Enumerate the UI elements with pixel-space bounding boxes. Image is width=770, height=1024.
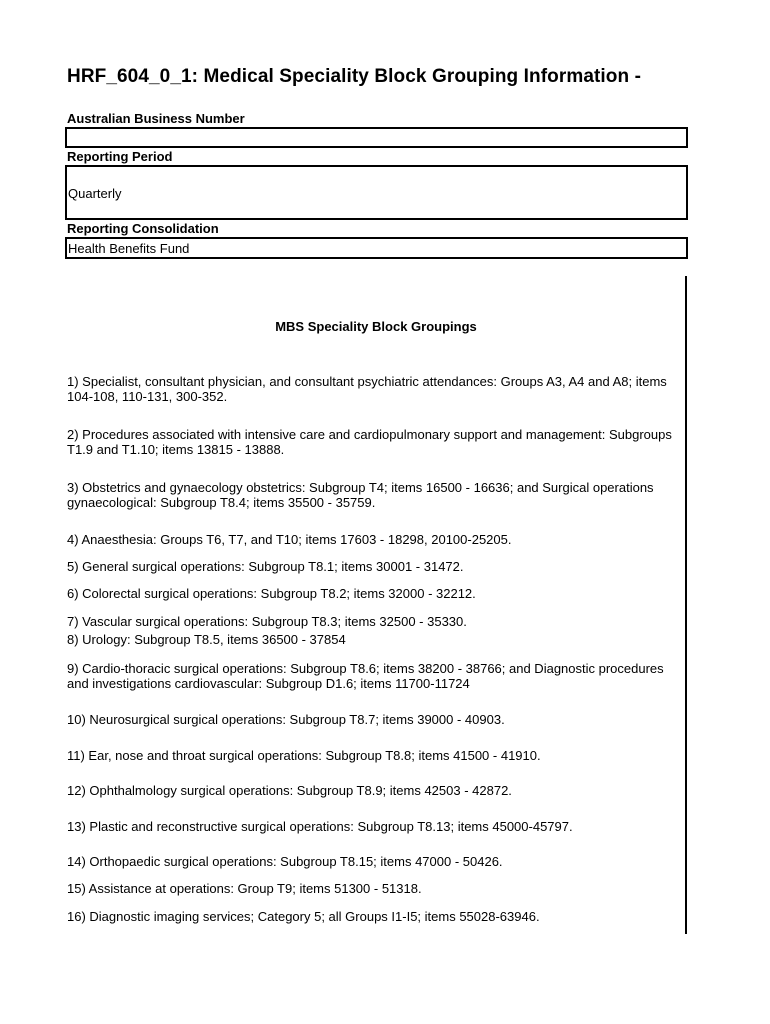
grouping-item-13: 13) Plastic and reconstructive surgical operations: Subgroup T8.13; items 45000-45797.: [67, 819, 573, 834]
grouping-item-16: 16) Diagnostic imaging services; Category 5; all Groups I1-I5; items 55028-63946.: [67, 909, 540, 924]
page-title: HRF_604_0_1: Medical Speciality Block Grouping Information -: [67, 66, 642, 87]
reporting-consolidation-field[interactable]: [65, 237, 688, 259]
reporting-period-field[interactable]: [65, 165, 688, 220]
abn-field[interactable]: [65, 127, 688, 148]
grouping-item-9: 9) Cardio-thoracic surgical operations: Subgroup T8.6; items 38200 - 38766; and Diagnostic procedures and investigations cardiovascular: Subgroup D1.6; items 11700-11724: [67, 661, 664, 691]
grouping-item-2: 2) Procedures associated with intensive care and cardiopulmonary support and management: Subgroups T1.9 and T1.10; items 13815 - 13888.: [67, 427, 672, 457]
grouping-item-11: 11) Ear, nose and throat surgical operations: Subgroup T8.8; items 41500 - 41910.: [67, 748, 541, 763]
grouping-item-1: 1) Specialist, consultant physician, and consultant psychiatric attendances: Groups A3, A4 and A8; items 104-108, 110-131, 300-352.: [67, 374, 667, 404]
abn-label: Australian Business Number: [67, 111, 245, 126]
grouping-item-5: 5) General surgical operations: Subgroup T8.1; items 30001 - 31472.: [67, 559, 464, 574]
grouping-item-14: 14) Orthopaedic surgical operations: Subgroup T8.15; items 47000 - 50426.: [67, 854, 503, 869]
section-heading: MBS Speciality Block Groupings: [275, 319, 477, 334]
grouping-item-7: 7) Vascular surgical operations: Subgroup T8.3; items 32500 - 35330.: [67, 614, 467, 629]
grouping-item-4: 4) Anaesthesia: Groups T6, T7, and T10; items 17603 - 18298, 20100-25205.: [67, 532, 512, 547]
reporting-consolidation-value: Health Benefits Fund: [68, 241, 190, 256]
grouping-item-15: 15) Assistance at operations: Group T9; items 51300 - 51318.: [67, 881, 422, 896]
grouping-item-12: 12) Ophthalmology surgical operations: Subgroup T8.9; items 42503 - 42872.: [67, 783, 512, 798]
reporting-consolidation-label: Reporting Consolidation: [67, 221, 219, 236]
reporting-period-value: Quarterly: [68, 186, 122, 201]
grouping-item-10: 10) Neurosurgical surgical operations: Subgroup T8.7; items 39000 - 40903.: [67, 712, 505, 727]
grouping-item-6: 6) Colorectal surgical operations: Subgroup T8.2; items 32000 - 32212.: [67, 586, 476, 601]
grouping-item-8: 8) Urology: Subgroup T8.5, items 36500 - 37854: [67, 632, 346, 647]
grouping-item-3: 3) Obstetrics and gynaecology obstetrics: Subgroup T4; items 16500 - 16636; and Surgical operations gynaecological: Subgroup T8.4; items 35500 - 35759.: [67, 480, 654, 510]
reporting-period-label: Reporting Period: [67, 149, 173, 164]
